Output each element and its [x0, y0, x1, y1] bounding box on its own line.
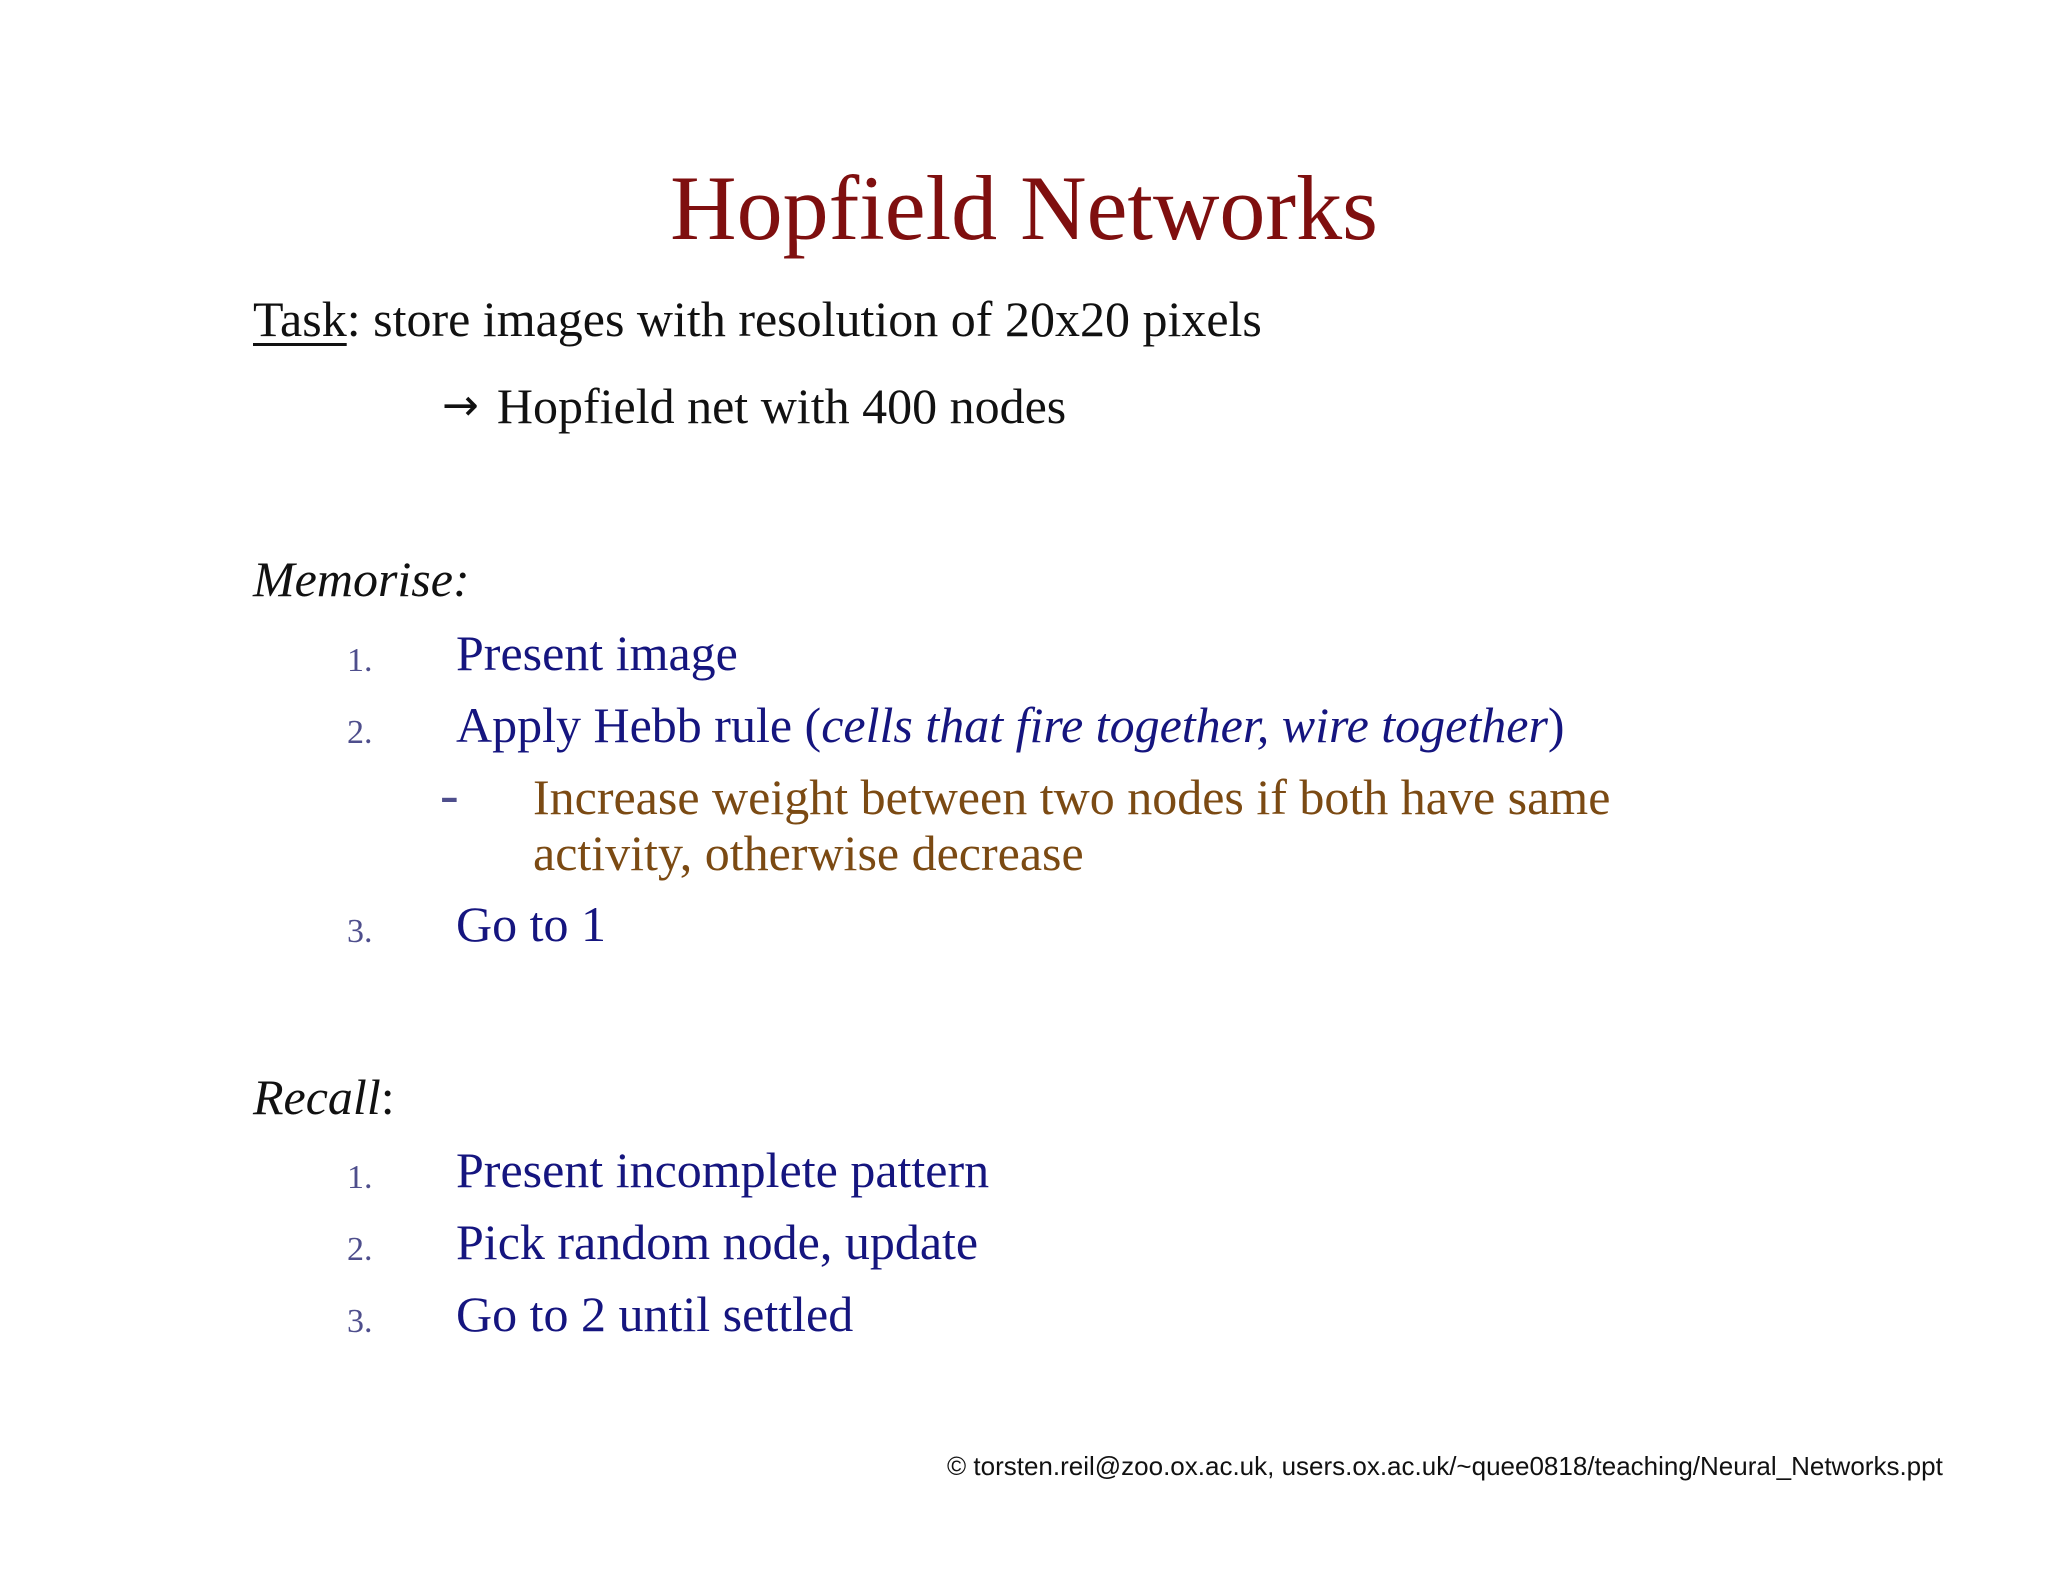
hebb-quote: cells that fire together, wire together [821, 697, 1548, 753]
task-line [253, 290, 1262, 348]
right-arrow-icon: → [442, 380, 479, 431]
recall-step-number: 2. [347, 1231, 373, 1268]
task-text: store images with resolution of 20x20 pixels [360, 291, 1262, 347]
sub-bullet-line-1: Increase weight between two nodes if both have same [533, 769, 1611, 825]
memorise-step-number: 1. [347, 642, 373, 679]
memorise-step-number: 2. [347, 714, 373, 751]
memorise-step-text: Present image [456, 625, 738, 681]
memorise-step-text: Go to 1 [456, 896, 606, 952]
recall-step-text: Present incomplete pattern [456, 1142, 990, 1198]
slide-title: Hopfield Networks [670, 157, 1378, 259]
hebb-text-before: Apply Hebb rule ( [456, 697, 822, 753]
sub-bullet-line-2: activity, otherwise decrease [533, 825, 1084, 881]
task-separator: : [346, 291, 361, 347]
recall-heading [253, 1068, 395, 1126]
recall-step-text: Pick random node, update [456, 1214, 979, 1270]
memorise-heading: Memorise: [253, 551, 470, 607]
memorise-step-hebb [456, 696, 1565, 754]
task-result-text: Hopfield net with 400 nodes [496, 378, 1067, 434]
recall-heading-suffix: : [380, 1069, 395, 1125]
task-result-line [442, 377, 1066, 438]
recall-step-text: Go to 2 until settled [456, 1286, 854, 1342]
footer-credit: © torsten.reil@zoo.ox.ac.uk, users.ox.ac.uk/~quee0818/teaching/Neural_Networks.ppt [947, 1451, 1943, 1481]
recall-heading-text: Recall [253, 1069, 381, 1125]
task-label: Task [253, 291, 347, 347]
memorise-step-number: 3. [347, 913, 373, 950]
sub-bullet-marker: - [440, 764, 459, 826]
recall-step-number: 3. [347, 1303, 373, 1340]
recall-step-number: 1. [347, 1159, 373, 1196]
hebb-text-after: ) [1547, 697, 1565, 753]
